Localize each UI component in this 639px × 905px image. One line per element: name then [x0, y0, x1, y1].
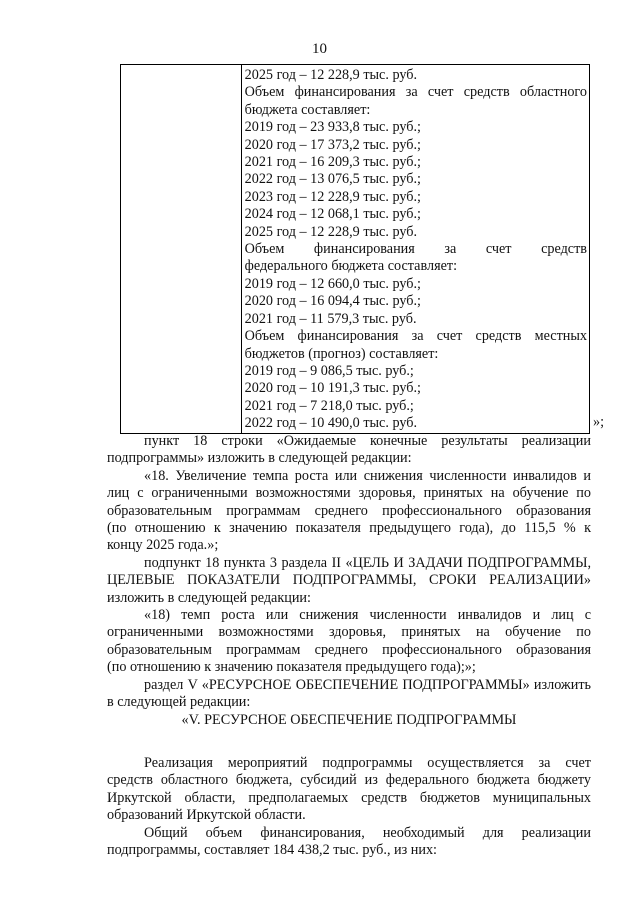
table-line: бюджета составляет:	[244, 101, 371, 118]
paragraph-line: ЦЕЛЕВЫЕ ПОКАЗАТЕЛИ ПОДПРОГРАММЫ, СРОКИ РЕАЛИЗАЦИИ»	[107, 572, 591, 589]
page-number: 10	[312, 41, 327, 57]
document-body	[107, 433, 591, 859]
paragraph-line: раздел V «РЕСУРСНОЕ ОБЕСПЕЧЕНИЕ ПОДПРОГРАММЫ» изложить	[144, 676, 591, 693]
paragraph-line: образовательным программам среднего профессионального образования	[107, 641, 591, 658]
table-line: 2020 год – 17 373,2 тыс. руб.;	[244, 136, 421, 153]
paragraph-line: (по отношению к значению показателя предыдущего года);»;	[107, 659, 476, 676]
table-line: 2019 год – 12 660,0 тыс. руб.;	[244, 275, 421, 292]
table-line: 2019 год – 9 086,5 тыс. руб.;	[244, 362, 414, 379]
paragraph-line: подпрограммы» изложить в следующей редакции:	[107, 450, 412, 467]
table-right-cell	[241, 65, 589, 434]
table-line: 2021 год – 16 209,3 тыс. руб.;	[244, 154, 421, 171]
paragraph-line: Реализация мероприятий подпрограммы осуществляется за счет	[144, 754, 591, 771]
table-line: 2020 год – 16 094,4 тыс. руб.;	[244, 293, 421, 310]
table-line: 2021 год – 7 218,0 тыс. руб.;	[244, 397, 414, 414]
paragraph	[107, 755, 591, 825]
paragraph	[107, 433, 591, 468]
paragraph-line: Общий объем финансирования, необходимый для реализации	[144, 824, 591, 841]
table-closing-quote: »;	[593, 414, 605, 430]
paragraph-line: подпрограммы, составляет 184 438,2 тыс. руб., из них:	[107, 841, 437, 858]
table-line: 2023 год – 12 228,9 тыс. руб.;	[244, 188, 421, 205]
table-line: Объем финансирования за счет средств областного	[244, 84, 587, 101]
table-line: Объем финансирования за счет средств	[244, 241, 587, 258]
paragraph-line: подпункт 18 пункта 3 раздела II «ЦЕЛЬ И ЗАДАЧИ ПОДПРОГРАММЫ,	[144, 554, 591, 571]
table-line: бюджетов (прогноз) составляет:	[244, 345, 439, 362]
paragraph-line: в следующей редакции:	[107, 694, 251, 711]
spacer	[107, 729, 591, 755]
funding-table	[120, 64, 590, 434]
table-line: 2022 год – 13 076,5 тыс. руб.;	[244, 171, 421, 188]
paragraph-line: пункт 18 строки «Ожидаемые конечные результаты реализации	[144, 433, 591, 449]
paragraph-line: лиц с ограниченными возможностями здоровья, принятых на обучение по	[107, 485, 591, 502]
paragraph-line: изложить в следующей редакции:	[107, 589, 311, 606]
table-line: Объем финансирования за счет средств местных	[244, 328, 587, 345]
paragraph-line: концу 2025 года.»;	[107, 537, 219, 554]
paragraph	[107, 607, 591, 677]
paragraph-line: (по отношению к значению показателя предыдущего года), до 115,5 % к	[107, 520, 591, 537]
paragraph-line: Иркутской области, предполагаемых средств бюджетов муниципальных	[107, 789, 591, 806]
paragraph	[107, 555, 591, 607]
paragraph	[107, 677, 591, 712]
paragraph	[107, 468, 591, 555]
table-line: 2025 год – 12 228,9 тыс. руб.	[244, 223, 418, 240]
table-line: 2022 год – 10 490,0 тыс. руб.	[244, 415, 418, 432]
table-line: 2021 год – 11 579,3 тыс. руб.	[244, 310, 417, 327]
table-line: федерального бюджета составляет:	[244, 258, 458, 275]
section-heading: «V. РЕСУРСНОЕ ОБЕСПЕЧЕНИЕ ПОДПРОГРАММЫ	[181, 711, 517, 728]
paragraph	[107, 825, 591, 860]
table-line: 2025 год – 12 228,9 тыс. руб.	[244, 67, 418, 83]
paragraph-line: средств областного бюджета, субсидий из федерального бюджета бюджету	[107, 772, 591, 789]
paragraph-line: образований Иркутской области.	[107, 807, 306, 824]
paragraph-line: «18) темп роста или снижения численности инвалидов и лиц с	[144, 607, 591, 624]
table-left-cell	[121, 65, 242, 434]
paragraph-line: «18. Увеличение темпа роста или снижения численности инвалидов и	[144, 467, 591, 484]
paragraph-line: ограниченными возможностями здоровья, принятых на обучение по	[107, 624, 591, 641]
table-line: 2024 год – 12 068,1 тыс. руб.;	[244, 206, 421, 223]
table-line: 2019 год – 23 933,8 тыс. руб.;	[244, 119, 421, 136]
table-line: 2020 год – 10 191,3 тыс. руб.;	[244, 380, 421, 397]
paragraph-line: образовательным программам среднего профессионального образования	[107, 502, 591, 519]
